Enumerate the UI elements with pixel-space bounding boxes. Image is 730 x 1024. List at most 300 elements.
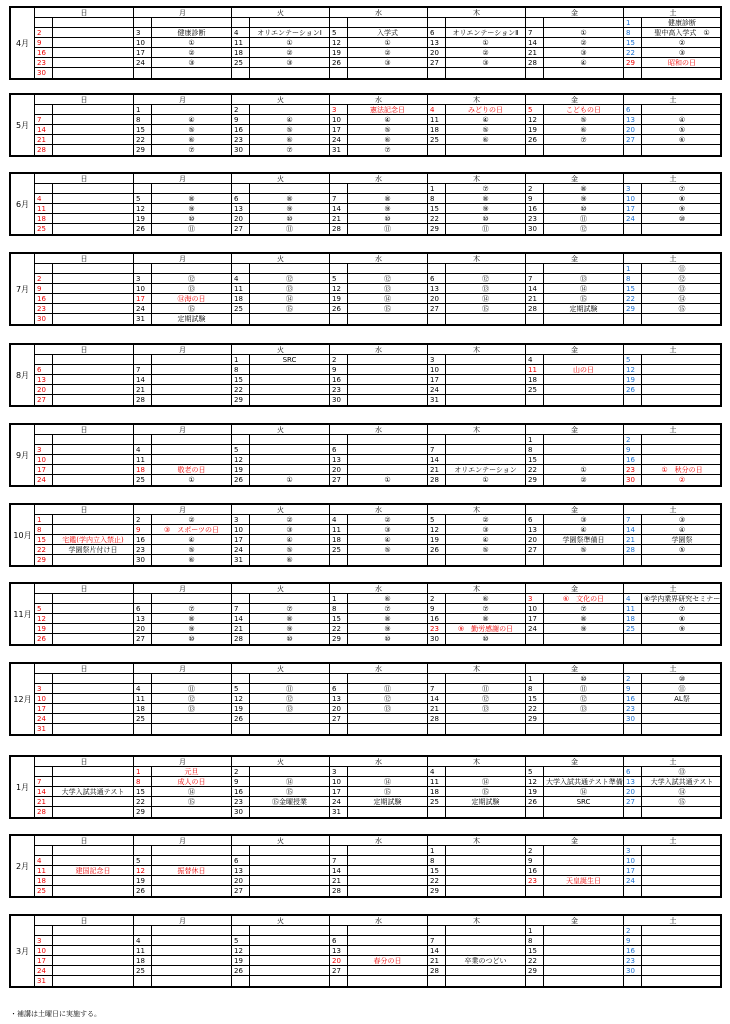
cell-divider — [543, 314, 544, 324]
day-cell — [35, 694, 133, 704]
day-number: 8 — [37, 526, 42, 534]
day-number: 18 — [136, 957, 145, 965]
day-note: ⑬ — [188, 285, 195, 293]
cell-divider — [641, 274, 642, 284]
week-row — [35, 68, 720, 78]
day-cell — [133, 294, 231, 304]
cell-divider — [347, 555, 348, 565]
day-cell — [231, 956, 329, 966]
day-cell — [133, 694, 231, 704]
day-number: 7 — [528, 275, 533, 283]
cell-divider — [641, 365, 642, 375]
weekday-header: 水 — [329, 505, 427, 515]
day-cell — [525, 624, 623, 634]
weekday-header: 日 — [80, 426, 88, 434]
day-number: 8 — [234, 366, 239, 374]
day-cell — [35, 767, 133, 777]
day-cell — [133, 58, 231, 68]
weekday-header: 月 — [133, 95, 231, 105]
day-cell — [623, 355, 722, 365]
day-note: 敬老の日 — [177, 466, 206, 474]
day-number: 24 — [136, 305, 145, 313]
day-number: 25 — [332, 546, 341, 554]
cell-divider — [52, 184, 53, 194]
day-cell — [231, 314, 329, 324]
day-cell — [427, 294, 525, 304]
day-cell — [35, 886, 133, 896]
weekday-header: 金 — [525, 174, 623, 184]
week-row — [35, 194, 720, 204]
week-row — [35, 956, 720, 966]
cell-divider — [543, 375, 544, 385]
day-cell — [35, 475, 133, 485]
day-number: 30 — [626, 476, 635, 484]
day-number: 20 — [37, 386, 46, 394]
day-number: 9 — [626, 685, 631, 693]
cell-divider — [641, 375, 642, 385]
day-number: 23 — [528, 877, 537, 885]
cell-divider — [543, 355, 544, 365]
day-cell — [133, 604, 231, 614]
day-note: ③ — [384, 59, 391, 67]
day-cell — [329, 545, 427, 555]
cell-divider — [249, 445, 250, 455]
weekday-header: 土 — [623, 95, 722, 105]
day-cell — [35, 956, 133, 966]
day-cell — [231, 58, 329, 68]
weekday-header: 月 — [133, 757, 231, 767]
day-number: 18 — [626, 615, 635, 623]
day-number: 27 — [528, 546, 537, 554]
day-cell — [623, 28, 722, 38]
day-note: ⑮ — [286, 305, 293, 313]
cell-divider — [151, 214, 152, 224]
day-number: 6 — [234, 195, 239, 203]
day-cell — [35, 866, 133, 876]
day-cell — [133, 787, 231, 797]
cell-divider — [52, 18, 53, 28]
cell-divider — [249, 555, 250, 565]
day-cell — [231, 936, 329, 946]
cell-divider — [445, 58, 446, 68]
day-number: 5 — [332, 275, 337, 283]
weekday-header-row — [35, 425, 720, 435]
day-note: ⑦ — [384, 605, 391, 613]
day-number: 6 — [37, 366, 42, 374]
weekday-header: 金 — [525, 425, 623, 435]
day-cell — [329, 48, 427, 58]
day-cell — [35, 714, 133, 724]
cell-divider — [52, 68, 53, 78]
weekday-header: 火 — [231, 174, 329, 184]
day-cell — [623, 535, 722, 545]
cell-divider — [543, 18, 544, 28]
week-row — [35, 274, 720, 284]
day-number: 23 — [528, 215, 537, 223]
day-cell — [35, 264, 133, 274]
day-cell — [35, 777, 133, 787]
cell-divider — [641, 714, 642, 724]
month-block — [9, 503, 722, 567]
cell-divider — [543, 385, 544, 395]
cell-divider — [151, 18, 152, 28]
day-number: 15 — [626, 285, 635, 293]
cell-divider — [445, 724, 446, 734]
cell-divider — [641, 545, 642, 555]
day-cell — [623, 807, 722, 817]
day-cell — [427, 365, 525, 375]
day-note: ⑥ — [384, 595, 391, 603]
day-note: ⑥ — [188, 136, 195, 144]
day-number: 11 — [234, 39, 243, 47]
cell-divider — [543, 28, 544, 38]
day-note: ⑥ 文化の日 — [562, 595, 605, 603]
day-cell — [623, 886, 722, 896]
day-number: 14 — [332, 205, 341, 213]
day-cell — [133, 395, 231, 405]
day-cell — [329, 624, 427, 634]
cell-divider — [151, 435, 152, 445]
day-number: 11 — [528, 366, 537, 374]
cell-divider — [52, 694, 53, 704]
day-number: 8 — [528, 446, 533, 454]
day-cell — [133, 724, 231, 734]
day-cell — [329, 956, 427, 966]
cell-divider — [543, 214, 544, 224]
cell-divider — [445, 634, 446, 644]
day-number: 27 — [332, 476, 341, 484]
day-number: 10 — [430, 366, 439, 374]
weekday-header-row — [35, 836, 720, 846]
day-number: 9 — [37, 39, 42, 47]
day-cell — [427, 184, 525, 194]
day-cell — [133, 375, 231, 385]
week-row — [35, 145, 720, 155]
day-number: 31 — [234, 556, 243, 564]
day-cell — [133, 314, 231, 324]
day-note: ⑥ — [286, 556, 293, 564]
month-label: 4月 — [11, 8, 35, 78]
day-cell — [231, 68, 329, 78]
cell-divider — [151, 777, 152, 787]
day-cell — [525, 525, 623, 535]
day-cell — [231, 594, 329, 604]
day-number: 19 — [136, 215, 145, 223]
day-cell — [525, 264, 623, 274]
day-number: 19 — [234, 957, 243, 965]
day-number: 31 — [136, 315, 145, 323]
month-block — [9, 93, 722, 157]
day-cell — [231, 145, 329, 155]
day-number: 3 — [626, 847, 631, 855]
weekday-header: 水 — [329, 345, 427, 355]
day-number: 11 — [136, 947, 145, 955]
day-number: 1 — [136, 768, 141, 776]
cell-divider — [52, 304, 53, 314]
day-cell — [231, 18, 329, 28]
day-note: ⑬ — [580, 275, 587, 283]
cell-divider — [249, 38, 250, 48]
cell-divider — [249, 184, 250, 194]
cell-divider — [543, 284, 544, 294]
cell-divider — [249, 946, 250, 956]
cell-divider — [445, 535, 446, 545]
day-number: 13 — [332, 456, 341, 464]
day-note: 振替休日 — [177, 867, 206, 875]
cell-divider — [347, 455, 348, 465]
day-cell — [133, 594, 231, 604]
day-cell — [329, 224, 427, 234]
day-note: ⑮ — [188, 798, 195, 806]
day-note: 聖中高入学式 ① — [654, 29, 710, 37]
day-cell — [623, 545, 722, 555]
month-grid — [35, 916, 720, 986]
day-note: ③ — [580, 49, 587, 57]
cell-divider — [543, 455, 544, 465]
cell-divider — [151, 455, 152, 465]
day-note: ⑫ — [580, 695, 587, 703]
day-cell — [231, 294, 329, 304]
day-note: ⑭ — [286, 295, 293, 303]
cell-divider — [151, 694, 152, 704]
day-cell — [525, 194, 623, 204]
day-cell — [329, 264, 427, 274]
day-number: 16 — [37, 49, 46, 57]
day-number: 15 — [528, 695, 537, 703]
week-row — [35, 365, 720, 375]
cell-divider — [249, 284, 250, 294]
cell-divider — [151, 375, 152, 385]
day-cell — [231, 435, 329, 445]
month-label: 11月 — [11, 584, 35, 644]
day-cell — [329, 787, 427, 797]
cell-divider — [445, 475, 446, 485]
day-cell — [525, 876, 623, 886]
day-number: 12 — [528, 116, 537, 124]
day-cell — [623, 856, 722, 866]
day-cell — [133, 274, 231, 284]
day-cell — [427, 18, 525, 28]
day-note: ⑦ — [286, 605, 293, 613]
cell-divider — [249, 604, 250, 614]
cell-divider — [347, 767, 348, 777]
day-note: ③ — [286, 526, 293, 534]
day-number: 26 — [332, 59, 341, 67]
day-number: 1 — [37, 516, 42, 524]
cell-divider — [249, 304, 250, 314]
day-cell — [427, 284, 525, 294]
cell-divider — [445, 946, 446, 956]
day-note: ⑭海の日 — [177, 295, 206, 303]
week-row — [35, 304, 720, 314]
day-note: 成人の日 — [177, 778, 206, 786]
day-number: 21 — [528, 49, 537, 57]
day-cell — [231, 866, 329, 876]
cell-divider — [52, 634, 53, 644]
day-note: みどりの日 — [468, 106, 503, 114]
day-cell — [133, 704, 231, 714]
day-cell — [427, 614, 525, 624]
cell-divider — [249, 797, 250, 807]
day-cell — [35, 204, 133, 214]
day-note: ⑤ — [678, 126, 686, 134]
day-cell — [35, 856, 133, 866]
day-number: 25 — [136, 715, 145, 723]
day-number: 2 — [430, 595, 435, 603]
month-grid — [35, 95, 720, 155]
day-number: 3 — [37, 446, 42, 454]
day-number: 22 — [528, 957, 537, 965]
day-note: ⑤ — [678, 546, 686, 554]
day-number: 2 — [332, 356, 337, 364]
cell-divider — [445, 224, 446, 234]
day-cell — [623, 385, 722, 395]
cell-divider — [543, 515, 544, 525]
day-note: 昭和の日 — [668, 59, 696, 67]
cell-divider — [249, 634, 250, 644]
cell-divider — [445, 435, 446, 445]
cell-divider — [641, 48, 642, 58]
day-cell — [231, 926, 329, 936]
cell-divider — [445, 694, 446, 704]
day-note: ④ — [384, 116, 391, 124]
day-number: 12 — [430, 526, 439, 534]
day-number: 29 — [528, 476, 537, 484]
day-number: 13 — [626, 116, 635, 124]
day-cell — [427, 946, 525, 956]
day-cell — [133, 145, 231, 155]
day-note: ② — [678, 39, 686, 47]
weekday-header: 土 — [623, 584, 722, 594]
week-row — [35, 294, 720, 304]
cell-divider — [445, 274, 446, 284]
day-number: 16 — [234, 788, 243, 796]
day-cell — [35, 58, 133, 68]
day-cell — [35, 624, 133, 634]
day-number: 7 — [430, 446, 435, 454]
day-number: 16 — [528, 205, 537, 213]
cell-divider — [151, 856, 152, 866]
cell-divider — [347, 365, 348, 375]
cell-divider — [151, 274, 152, 284]
day-number: 22 — [136, 136, 145, 144]
cell-divider — [249, 525, 250, 535]
day-cell — [525, 475, 623, 485]
cell-divider — [249, 18, 250, 28]
cell-divider — [249, 535, 250, 545]
day-number: 16 — [136, 536, 145, 544]
day-number: 21 — [430, 705, 439, 713]
day-cell — [525, 946, 623, 956]
day-number: 17 — [234, 536, 243, 544]
day-number: 10 — [37, 947, 46, 955]
cell-divider — [543, 694, 544, 704]
day-number: 5 — [136, 195, 141, 203]
day-number: 20 — [528, 536, 537, 544]
day-cell — [231, 455, 329, 465]
day-number: 11 — [332, 526, 341, 534]
day-note: ⑬ — [188, 705, 195, 713]
weekday-header: 日 — [80, 9, 88, 17]
day-cell — [623, 68, 722, 78]
day-cell — [329, 38, 427, 48]
day-cell — [329, 68, 427, 78]
day-number: 25 — [234, 59, 243, 67]
cell-divider — [445, 976, 446, 986]
day-note: ⑧ — [384, 195, 391, 203]
day-note: 入学式 — [377, 29, 398, 37]
weekday-header: 火 — [231, 836, 329, 846]
day-number: 6 — [332, 446, 337, 454]
day-number: 17 — [626, 205, 635, 213]
weekday-header: 木 — [427, 916, 525, 926]
cell-divider — [249, 856, 250, 866]
cell-divider — [445, 936, 446, 946]
cell-divider — [347, 956, 348, 966]
day-note: ⑦ — [482, 605, 489, 613]
cell-divider — [543, 946, 544, 956]
day-cell — [35, 355, 133, 365]
cell-divider — [52, 807, 53, 817]
cell-divider — [151, 194, 152, 204]
day-note: 学園祭片付け日 — [68, 546, 118, 554]
cell-divider — [151, 966, 152, 976]
day-number: 22 — [528, 705, 537, 713]
day-cell — [525, 684, 623, 694]
cell-divider — [249, 105, 250, 115]
cell-divider — [445, 314, 446, 324]
month-grid — [35, 174, 720, 234]
day-number: 24 — [626, 215, 635, 223]
day-number: 4 — [37, 857, 42, 865]
day-cell — [427, 435, 525, 445]
day-cell — [329, 777, 427, 787]
day-cell — [133, 18, 231, 28]
cell-divider — [52, 355, 53, 365]
day-cell — [329, 724, 427, 734]
day-note: ⑦ — [482, 185, 489, 193]
weekday-header-row — [35, 174, 720, 184]
month-label: 3月 — [11, 916, 35, 986]
day-cell — [623, 304, 722, 314]
cell-divider — [151, 38, 152, 48]
day-cell — [623, 214, 722, 224]
day-note: ⑩ — [482, 215, 489, 223]
day-number: 3 — [136, 275, 141, 283]
day-number: 19 — [37, 625, 46, 633]
day-number: 28 — [37, 808, 46, 816]
day-cell — [35, 385, 133, 395]
day-number: 12 — [234, 695, 243, 703]
day-cell — [231, 204, 329, 214]
cell-divider — [151, 475, 152, 485]
cell-divider — [543, 777, 544, 787]
cell-divider — [641, 886, 642, 896]
day-cell — [133, 385, 231, 395]
weekday-header: 金 — [525, 8, 623, 18]
day-number: 6 — [136, 605, 141, 613]
day-number: 24 — [332, 136, 341, 144]
day-number: 28 — [37, 146, 46, 154]
day-cell — [525, 846, 623, 856]
day-cell — [231, 465, 329, 475]
day-note: ⑨ — [384, 205, 391, 213]
day-cell — [35, 68, 133, 78]
cell-divider — [543, 194, 544, 204]
cell-divider — [445, 797, 446, 807]
day-number: 15 — [332, 615, 341, 623]
day-note: ② — [188, 49, 195, 57]
